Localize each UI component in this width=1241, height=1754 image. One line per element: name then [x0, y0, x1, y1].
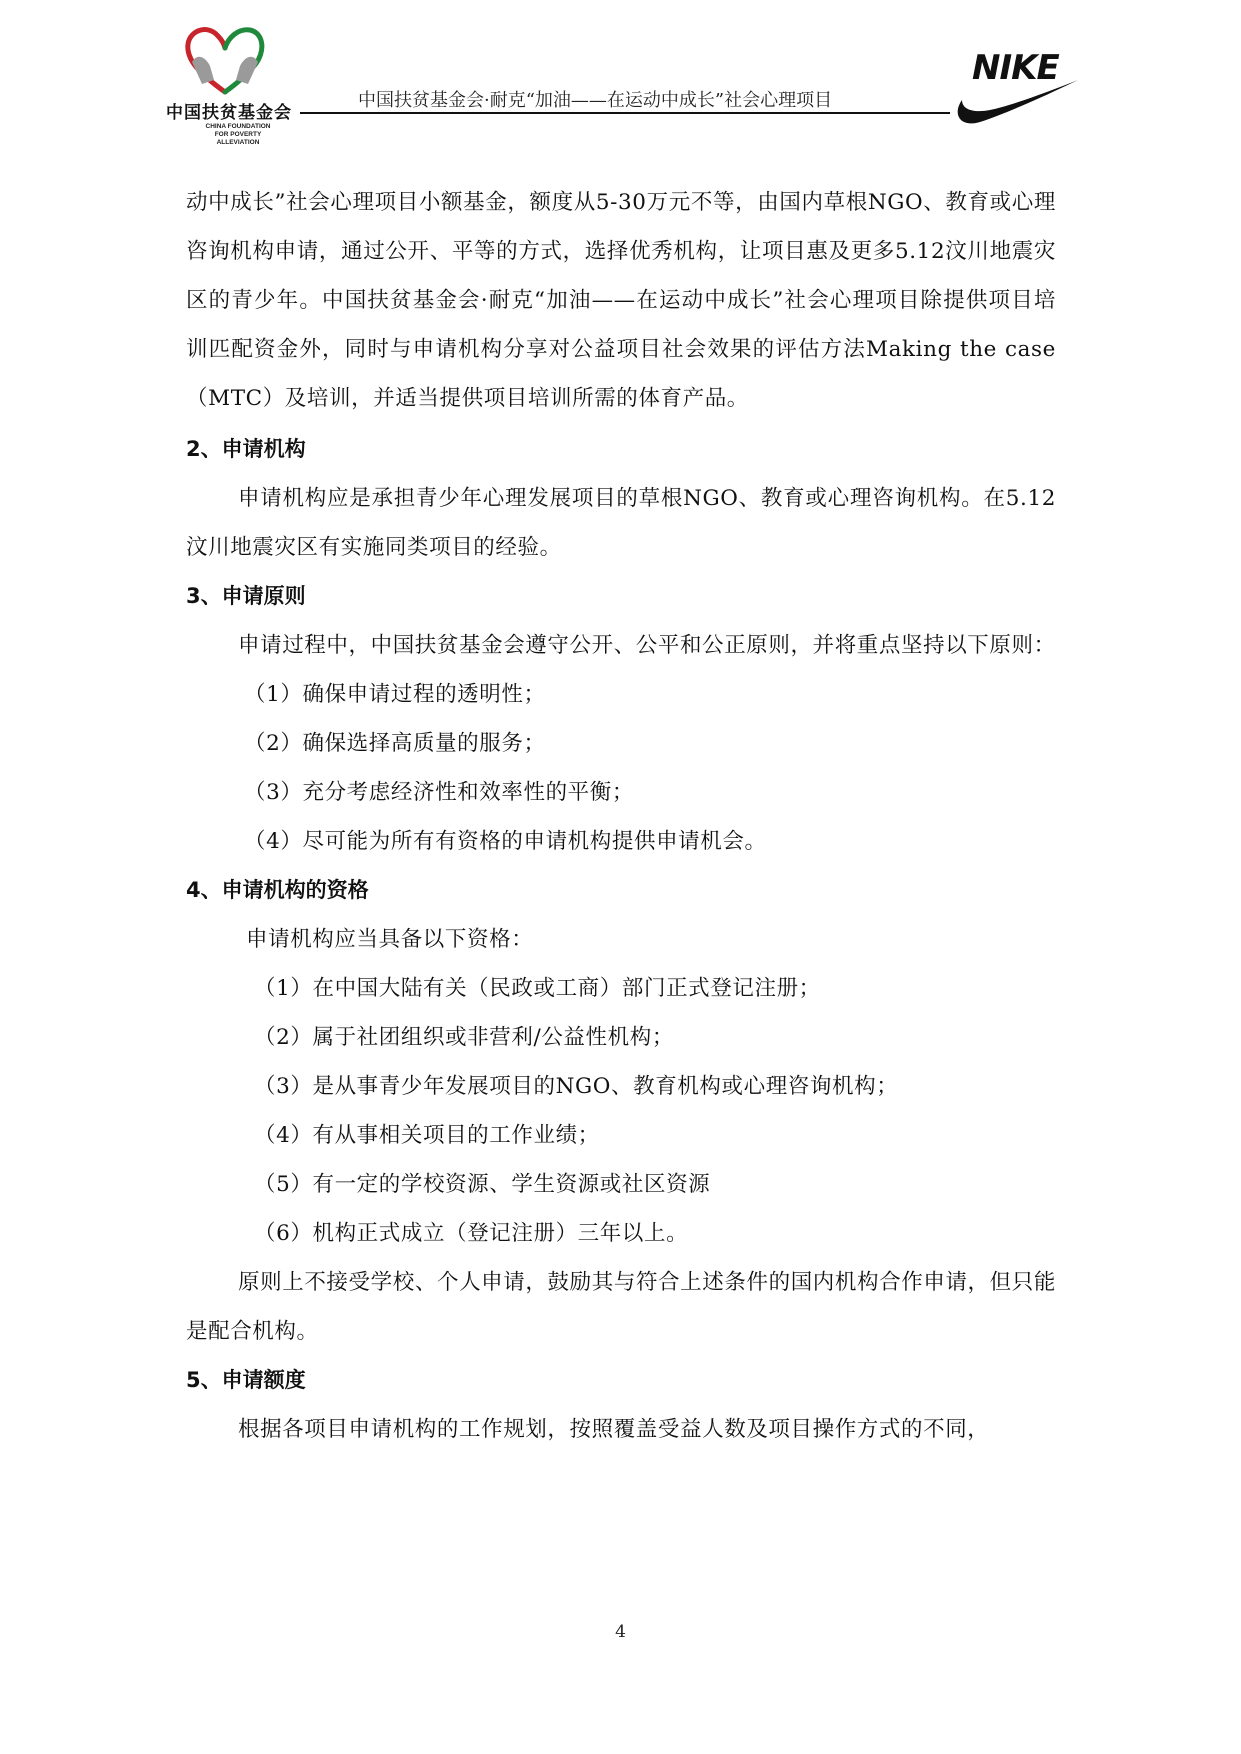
header-rule — [300, 112, 950, 114]
nike-logo — [950, 42, 1080, 132]
principle-item: （2）确保选择高质量的服务； — [244, 731, 546, 756]
nike-logo-text: NIKE — [972, 48, 1059, 88]
page-number: 4 — [615, 1622, 626, 1642]
heart-hands-icon — [180, 22, 270, 98]
qualification-item: （5）有一定的学校资源、学生资源或社区资源 — [254, 1172, 711, 1197]
section-4-heading: 4、申请机构的资格 — [186, 878, 369, 902]
section-5-paragraph: 根据各项目申请机构的工作规划，按照覆盖受益人数及项目操作方式的不同， — [238, 1417, 990, 1442]
qualification-item: （2）属于社团组织或非营利/公益性机构； — [254, 1025, 674, 1050]
section-5-heading: 5、申请额度 — [186, 1368, 306, 1392]
swoosh-icon — [950, 42, 1080, 132]
cfpa-logo-chinese: 中国扶贫基金会 — [166, 103, 292, 123]
page-body — [186, 178, 1056, 1454]
principle-item: （4）尽可能为所有有资格的申请机构提供申请机会。 — [244, 829, 767, 854]
section-3-paragraph: 申请过程中，中国扶贫基金会遵守公开、公平和公正原则，并将重点坚持以下原则： — [238, 633, 1056, 658]
section-2-heading: 2、申请机构 — [186, 437, 306, 461]
section-2-paragraph: 申请机构应是承担青少年心理发展项目的草根NGO、教育或心理咨询机构。在5.12汶川地震灾区有实施同类项目的经验。 — [186, 486, 1056, 560]
section-3-heading: 3、申请原则 — [186, 584, 306, 608]
cfpa-logo — [160, 22, 292, 146]
header-title: 中国扶贫基金会·耐克“加油——在运动中成长”社会心理项目 — [358, 90, 833, 111]
cfpa-logo-english: CHINA FOUNDATION FOR POVERTY ALLEVIATION — [205, 123, 271, 146]
section-4-lead: 申请机构应当具备以下资格： — [246, 927, 534, 952]
qualification-item: （6）机构正式成立（登记注册）三年以上。 — [254, 1221, 689, 1246]
qualification-item: （4）有从事相关项目的工作业绩； — [254, 1123, 600, 1148]
page-header — [0, 0, 1241, 150]
intro-paragraph: 动中成长”社会心理项目小额基金，额度从5-30万元不等，由国内草根NGO、教育或心理咨询机构申请，通过公开、平等的方式，选择优秀机构，让项目惠及更多5.12汶川地震灾区的青少年。中国扶贫基金会·耐克“加油——在运动中成长”社会心理项目除提供项目培训匹配资金外，同时与申请机构分享对公益项目社会效果的评估方法Making the case（MTC）及培训，并适当提供项目培训所需的体育产品。 — [186, 190, 1056, 411]
qualification-item: （3）是从事青少年发展项目的NGO、教育机构或心理咨询机构； — [254, 1074, 899, 1099]
section-4-closing: 原则上不接受学校、个人申请，鼓励其与符合上述条件的国内机构合作申请，但只能是配合机构。 — [186, 1270, 1056, 1344]
qualification-item: （1）在中国大陆有关（民政或工商）部门正式登记注册； — [254, 976, 821, 1001]
principle-item: （1）确保申请过程的透明性； — [244, 682, 546, 707]
principle-item: （3）充分考虑经济性和效率性的平衡； — [244, 780, 634, 805]
